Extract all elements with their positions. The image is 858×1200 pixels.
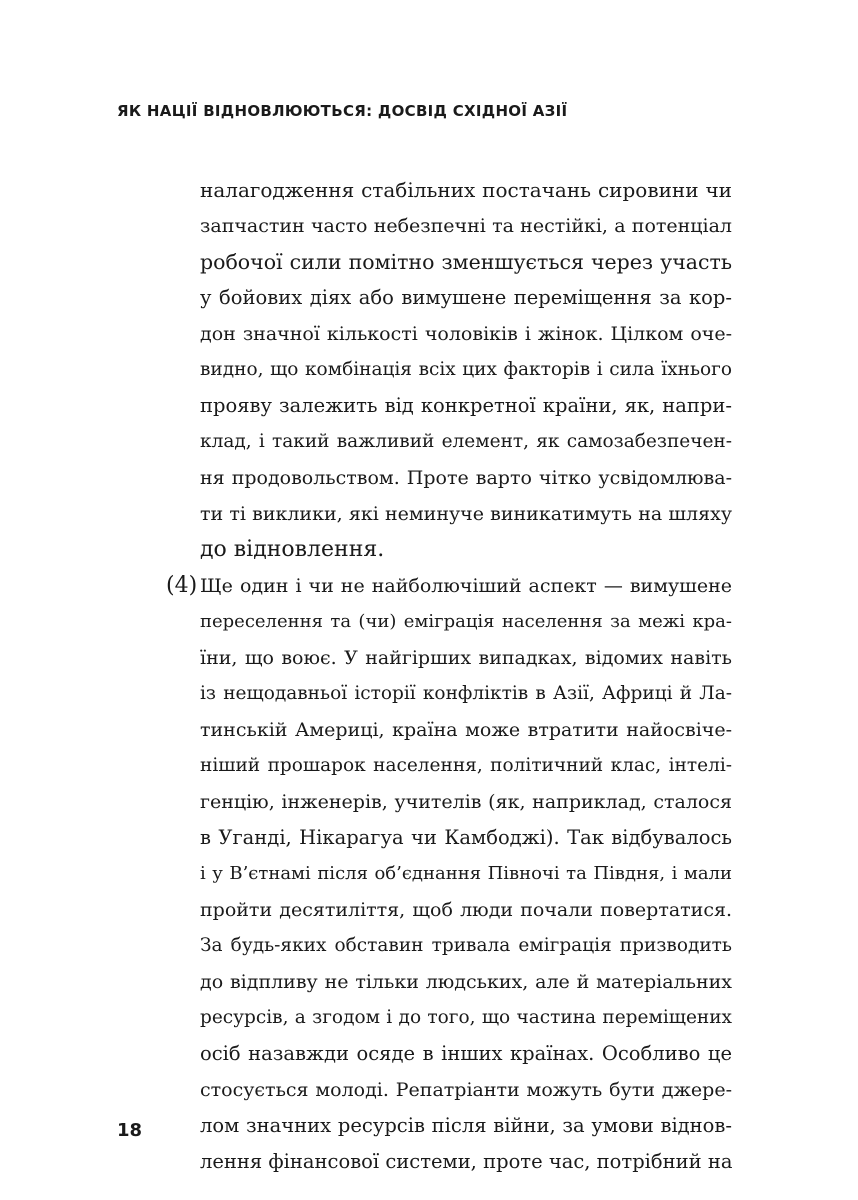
text-line: ресурсів, а згодом і до того, що частина переміщених bbox=[200, 1007, 732, 1028]
text-line: їни, що воює. У найгірших випадках, відомих навіть bbox=[200, 647, 732, 669]
text-line: до відновлення. bbox=[200, 537, 385, 562]
text-line: лом значних ресурсів після війни, за умови віднов- bbox=[200, 1114, 732, 1137]
text-line: За будь-яких обставин тривала еміграція призводить bbox=[200, 935, 732, 956]
text-line: дон значної кількості чоловіків і жінок. Цілком оче- bbox=[200, 323, 732, 345]
text-line: прояву залежить від конкретної країни, як, напри- bbox=[200, 394, 732, 417]
text-line: налагодження стабільних постачань сировини чи bbox=[200, 178, 732, 202]
text-line: тинській Америці, країна може втратити найосвіче- bbox=[200, 719, 732, 741]
text-line: Ще один і чи не найболючіший аспект — вимушене bbox=[200, 575, 732, 597]
text-line: запчастин часто небезпечні та нестійкі, а потенціал bbox=[200, 215, 732, 237]
text-line: робочої сили помітно зменшується через участь bbox=[200, 250, 732, 274]
text-line: видно, що комбінація всіх цих факторів і сила їхнього bbox=[200, 359, 732, 380]
text-line: до відпливу не тільки людських, але й матеріальних bbox=[200, 971, 732, 993]
text-line: переселення та (чи) еміграція населення за межі кра- bbox=[200, 611, 732, 632]
page-number: 18 bbox=[117, 1120, 143, 1141]
text-line: в Уганді, Нікарагуа чи Камбоджі). Так відбувалось bbox=[200, 826, 732, 849]
text-line: лення фінансової системи, проте час, потрібний на bbox=[200, 1150, 733, 1173]
text-line: осіб назавжди осяде в інших країнах. Особливо це bbox=[200, 1042, 732, 1065]
text-line: клад, і такий важливий елемент, як самозабезпечен- bbox=[200, 431, 732, 452]
text-line: пройти десятиліття, щоб люди почали повертатися. bbox=[200, 899, 732, 921]
text-line: стосується молоді. Репатріанти можуть бути джере- bbox=[200, 1079, 732, 1101]
text-line: ніший прошарок населення, політичний клас, інтелі- bbox=[200, 755, 732, 776]
list-item-number: (4) bbox=[166, 573, 198, 598]
text-line: і у В’єтнамі після об’єднання Півночі та Півдня, і мали bbox=[200, 863, 732, 884]
text-line: генцію, інженерів, учителів (як, наприклад, сталося bbox=[200, 791, 732, 813]
text-line: ня продовольством. Проте варто чітко усвідомлюва- bbox=[200, 467, 732, 489]
text-line: ти ті виклики, які неминуче виникатимуть на шляху bbox=[200, 503, 732, 525]
running-head: ЯК НАЦІЇ ВІДНОВЛЮЮТЬСЯ: ДОСВІД СХІДНОЇ АЗІЇ bbox=[117, 102, 568, 120]
text-line: у бойових діях або вимушене переміщення за кор- bbox=[200, 286, 732, 309]
text-line: із нещодавньої історії конфліктів в Азії, Африці й Ла- bbox=[200, 683, 732, 704]
